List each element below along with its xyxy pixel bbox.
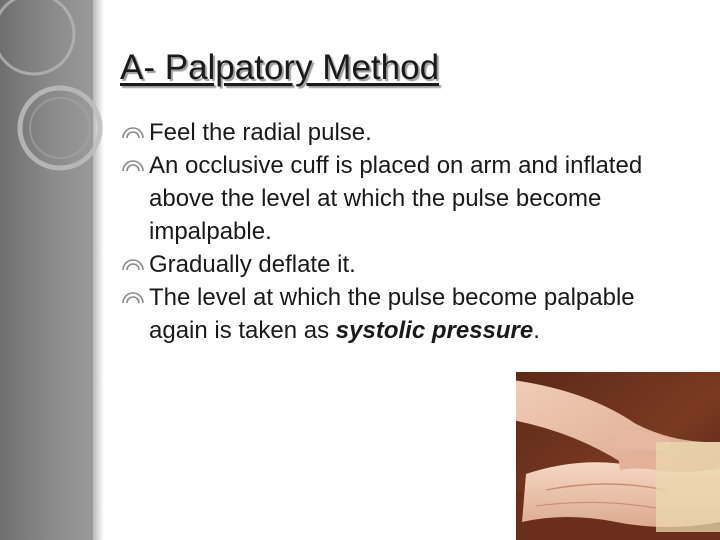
bullet-marker-icon [120, 290, 146, 306]
bullet-marker-icon [120, 158, 146, 174]
slide-title: A- Palpatory Method [120, 48, 440, 87]
bullet-item [120, 281, 660, 347]
bullet-marker-icon [120, 257, 146, 273]
bullet-text: Gradually deflate it. [149, 251, 356, 278]
bullet-item [120, 116, 660, 149]
bullet-item [120, 248, 660, 281]
bullet-text-tail: . [533, 317, 540, 344]
bullet-marker-icon [120, 125, 146, 141]
bullet-text: The level at which the pulse become palpable again is taken as [149, 284, 635, 344]
bullet-list [120, 116, 660, 347]
bullet-item [120, 149, 660, 248]
bullet-emphasis: systolic pressure [335, 317, 534, 344]
bullet-text: An occlusive cuff is placed on arm and inflated above the level at which the pulse become impalpable. [149, 152, 643, 245]
bullet-text: Feel the radial pulse. [149, 119, 372, 146]
decorative-rings [0, 0, 104, 210]
hand-palpating-radial-pulse-photo [516, 372, 720, 540]
